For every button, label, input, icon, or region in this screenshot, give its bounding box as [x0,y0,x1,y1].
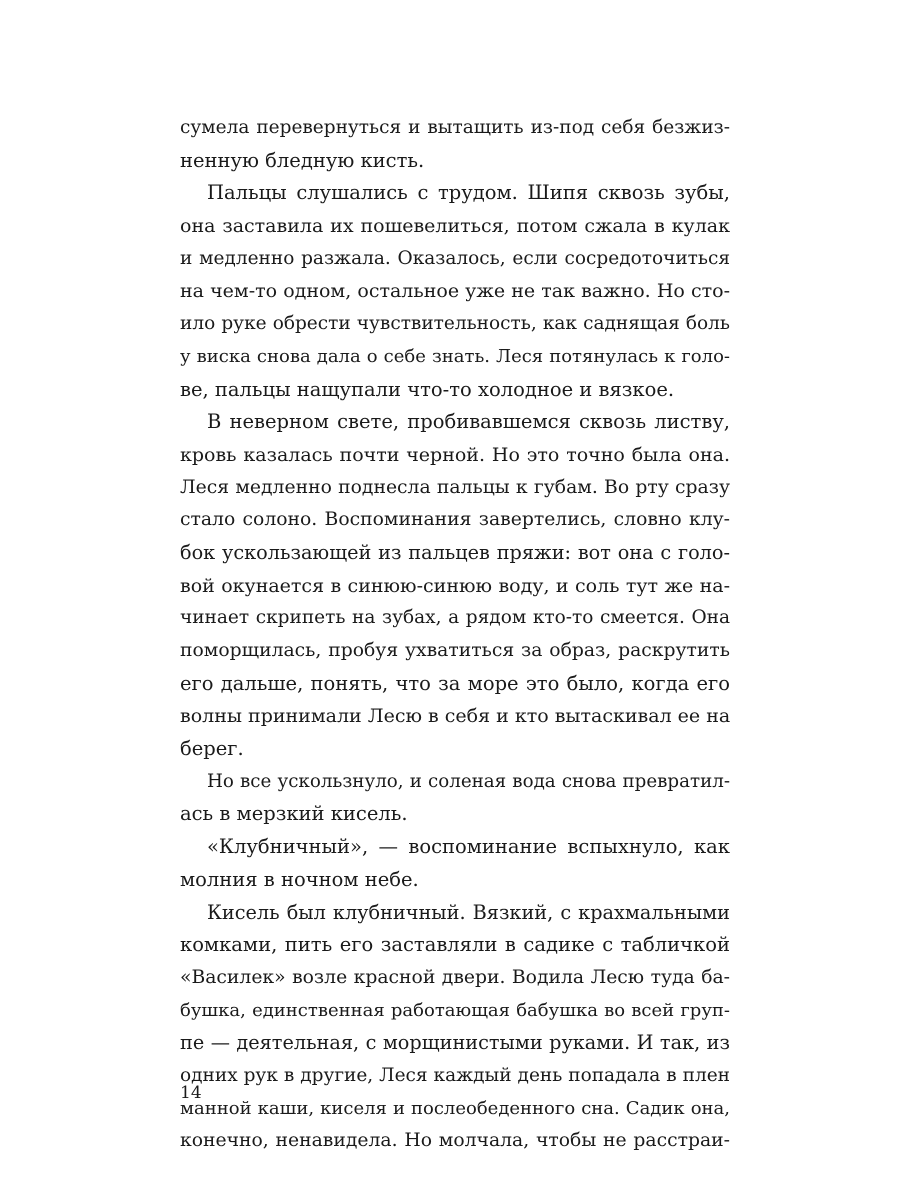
text-line: сумела перевернуться и вытащить из-под себя безжиз- [180,117,730,138]
text-line: волны принимали Лесю в себя и кто вытаскивал ее на [180,705,731,728]
text-line: кровь казалась почти черной. Но это точно была она. [180,443,730,466]
text-line: стало солоно. Воспоминания завертелись, словно клу- [180,509,730,531]
text-line: и медленно разжала. Оказалось, если сосредоточиться [180,247,730,269]
text-line: Но все ускользнуло, и соленая вода снова превратил- [207,770,730,792]
text-line: вой окунается в синюю-синюю воду, и соль тут же на- [180,574,730,597]
text-line: она заставила их пошевелиться, потом сжала в кулак [180,215,730,238]
text-line: пе — деятельная, с морщинистыми руками. И так, из [180,1031,730,1055]
text-line: его дальше, понять, что за море это было, когда его [180,671,730,695]
text-line: ась в мерзкий кисель. [180,802,408,826]
text-line: поморщилась, пробуя ухватиться за образ, раскрутить [180,640,730,661]
text-line: «Василек» возле красной двери. Водила Лесю туда ба- [180,966,730,988]
text-line: ве, пальцы нащупали что-то холодное и вязкое. [180,377,675,401]
text-line: Пальцы слушались с трудом. Шипя сквозь зубы, [207,181,730,205]
text-line: ило руке обрести чувствительность, как саднящая боль [180,313,730,335]
text-line: В неверном свете, пробивавшемся сквозь листву, [207,410,730,434]
text-line: чинает скрипеть на зубах, а рядом кто-то смеется. Она [180,607,730,629]
text-line: берег. [180,737,244,761]
text-line: манной каши, киселя и послеобеденного сна. Садик она, [180,1097,730,1119]
page-number: 14 [180,1083,202,1103]
text-line: конечно, ненавидела. Но молчала, чтобы не расстраи- [180,1130,730,1152]
text-line: бушка, единственная работающая бабушка во всей груп- [180,999,730,1021]
text-line: одних рук в другие, Леся каждый день попадала в плен [180,1064,730,1086]
text-line: молния в ночном небе. [180,867,419,891]
text-line: бок ускользающей из пальцев пряжи: вот она с голо- [180,540,730,564]
text-line: Леся медленно поднесла пальцы к губам. Во рту сразу [180,476,730,498]
text-line: комками, пить его заставляли в садике с табличкой [180,933,730,957]
text-line: «Клубничный», — воспоминание вспыхнуло, как [207,835,730,859]
text-line: на чем-то одном, остальное уже не так важно. Но сто- [180,280,730,303]
text-line: у виска снова дала о себе знать. Леся потянулась к голо- [180,345,730,367]
text-line: Кисель был клубничный. Вязкий, с крахмальными [207,900,730,924]
book-page-text [180,112,730,1158]
text-line: ненную бледную кисть. [180,148,425,172]
